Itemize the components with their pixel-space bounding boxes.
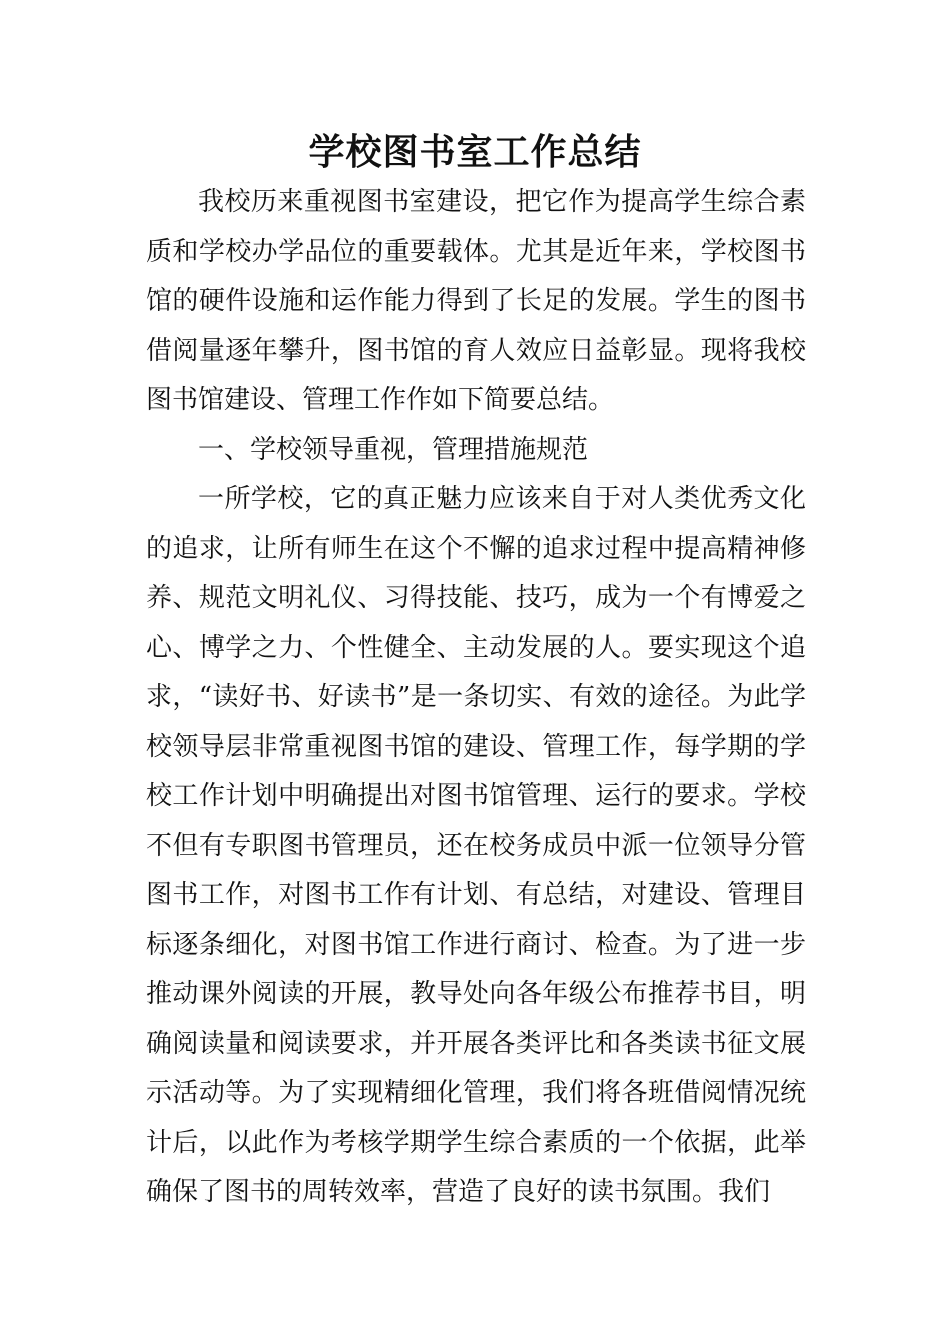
intro-paragraph: 我校历来重视图书室建设，把它作为提高学生综合素质和学校办学品位的重要载体。尤其是近年来，学校图书馆的硬件设施和运作能力得到了长足的发展。学生的图书借阅量逐年攀升，图书馆的育人效应日益彰显。现将我校图书馆建设、管理工作作如下简要总结。 <box>146 187 806 415</box>
document-body <box>146 178 806 1218</box>
document-title: 学校图书室工作总结 <box>308 131 642 173</box>
section-heading-1: 一、学校领导重视，管理措施规范 <box>198 434 589 465</box>
section-1-paragraph: 一所学校，它的真正魅力应该来自于对人类优秀文化的追求，让所有师生在这个不懈的追求过程中提高精神修养、规范文明礼仪、习得技能、技巧，成为一个有博爱之心、博学之力、个性健全、主动发展的人。要实现这个追求，“读好书、好读书”是一条切实、有效的途径。为此学校领导层非常重视图书馆的建设、管理工作，每学期的学校工作计划中明确提出对图书馆管理、运行的要求。学校不但有专职图书管理员，还在校务成员中派一位领导分管图书工作，对图书工作有计划、有总结，对建设、管理目标逐条细化，对图书馆工作进行商讨、检查。为了进一步推动课外阅读的开展，教导处向各年级公布推荐书目，明确阅读量和阅读要求，并开展各类评比和各类读书征文展示活动等。为了实现精细化管理，我们将各班借阅情况统计后，以此作为考核学期学生综合素质的一个依据，此举确保了图书的周转效率，营造了良好的读书氛围。我们 <box>146 484 806 1207</box>
